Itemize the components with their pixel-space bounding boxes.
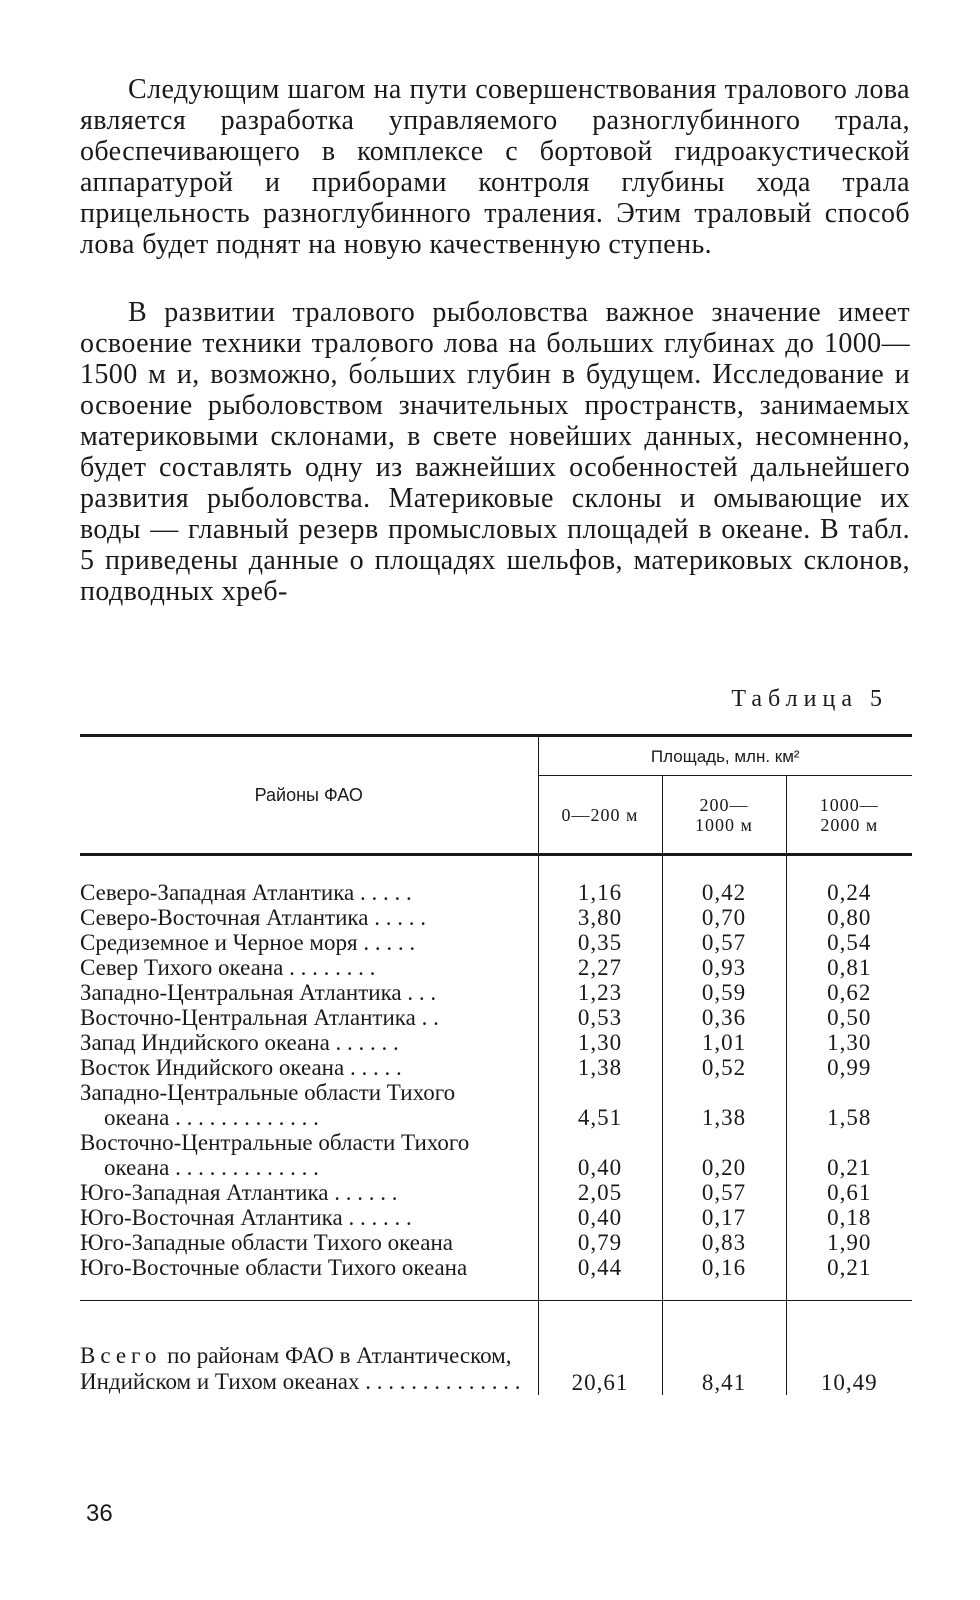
table-spacer <box>80 855 912 881</box>
value-200-1000: 0,20 <box>662 1130 786 1180</box>
region-name <box>80 1005 538 1030</box>
dot-leader: . . . . . . <box>328 1180 398 1205</box>
value-200-1000: 1,38 <box>662 1080 786 1130</box>
dot-leader: . . . . . . <box>329 1030 399 1055</box>
value-1000-2000: 0,54 <box>827 930 872 955</box>
region-cell <box>80 930 538 955</box>
region-cell <box>80 880 538 905</box>
dot-leader: . . . <box>401 980 437 1005</box>
value-0-200: 2,27 <box>577 955 623 980</box>
region-name <box>80 1080 538 1130</box>
region-name <box>80 1255 538 1280</box>
spacer-cell <box>662 1280 786 1301</box>
region-name-text: Восток Индийского океана <box>80 1055 345 1080</box>
header-depth-line: 200— <box>699 794 749 815</box>
dot-leader: . . . . . . . . <box>283 955 376 980</box>
value-200-1000: 0,70 <box>662 905 786 930</box>
value-200-1000: 0,83 <box>662 1230 786 1255</box>
region-cell <box>80 1005 538 1030</box>
dot-leader: . . . . . <box>354 880 412 905</box>
value-1000-2000: 0,24 <box>827 880 872 905</box>
region-name <box>80 1055 538 1080</box>
region-cell <box>80 1230 538 1255</box>
region-cell <box>80 1080 538 1130</box>
table-row <box>80 1005 912 1030</box>
header-depth-200-1000 <box>662 776 786 855</box>
header-depth-line: 2000 м <box>820 814 879 835</box>
value-0-200: 1,30 <box>577 1030 623 1055</box>
region-name-text: Север Тихого океана <box>80 955 284 980</box>
table-container <box>80 734 912 1395</box>
separator-cell <box>662 1301 786 1316</box>
value-1000-2000: 0,62 <box>827 980 872 1005</box>
table-row <box>80 930 912 955</box>
value-1000-2000: 0,21 <box>827 1155 872 1180</box>
region-name <box>80 930 538 955</box>
region-cell <box>80 905 538 930</box>
region-name <box>80 1205 538 1230</box>
value-0-200: 0,40 <box>577 1205 623 1230</box>
total-label-cell <box>80 1315 538 1395</box>
table-row <box>80 880 912 905</box>
spacer-cell <box>786 1280 912 1301</box>
value-0-200: 0,44 <box>577 1255 623 1280</box>
dot-leader: . . . . . <box>344 1055 402 1080</box>
table-body <box>80 855 912 1396</box>
separator-cell <box>80 1301 538 1316</box>
region-name-text: Средиземное и Черное моря <box>80 930 358 955</box>
total-200-1000: 8,41 <box>662 1315 786 1395</box>
header-depth-line: 0—200 м <box>561 804 639 825</box>
value-0-200: 0,53 <box>577 1005 623 1030</box>
total-label-text: по районам ФАО в Атлантическом, Индийском и Тихом океанах <box>80 1343 512 1394</box>
value-200-1000: 0,93 <box>662 955 786 980</box>
value-1000-2000: 1,30 <box>827 1030 872 1055</box>
region-cell <box>80 1180 538 1205</box>
region-name-text: Юго-Восточная Атлантика <box>80 1205 343 1230</box>
region-cell <box>80 955 538 980</box>
dot-leader: . . <box>415 1005 439 1030</box>
total-label-spaced: Всего <box>80 1343 162 1368</box>
value-200-1000: 1,01 <box>662 1030 786 1055</box>
table-row <box>80 1230 912 1255</box>
region-name-text: Западно-Центральные области Тихого <box>80 1080 456 1105</box>
value-200-1000: 0,17 <box>662 1205 786 1230</box>
table-row <box>80 1080 912 1130</box>
value-0-200: 2,05 <box>577 1180 623 1205</box>
region-cell <box>80 1130 538 1180</box>
value-1000-2000: 0,99 <box>827 1055 872 1080</box>
spacer-cell <box>80 1280 538 1301</box>
value-1000-2000: 0,21 <box>827 1255 872 1280</box>
header-depth-line: 1000 м <box>695 814 753 835</box>
value-0-200: 1,23 <box>577 980 623 1005</box>
region-name-continuation: океана . . . . . . . . . . . . . <box>104 1155 319 1180</box>
page-number: 36 <box>86 1500 113 1527</box>
spacer-cell <box>538 1280 662 1301</box>
region-name-text: Юго-Восточные области Тихого океана <box>80 1255 468 1280</box>
value-0-200: 0,40 <box>577 1155 623 1180</box>
fao-areas-table <box>80 734 912 1395</box>
value-0-200: 3,80 <box>577 905 623 930</box>
dot-leader: . . . . . . <box>342 1205 412 1230</box>
table-row <box>80 905 912 930</box>
region-cell <box>80 1255 538 1280</box>
separator-cell <box>538 1301 662 1316</box>
header-region: Районы ФАО <box>80 736 538 855</box>
table-spacer <box>80 1280 912 1301</box>
total-0-200: 20,61 <box>571 1370 629 1395</box>
value-0-200: 0,35 <box>577 930 623 955</box>
dot-leader: . . . . . . . . . . . . . . <box>359 1369 521 1394</box>
region-name-text: Северо-Восточная Атлантика <box>80 905 369 930</box>
table-row <box>80 1180 912 1205</box>
total-1000-2000: 10,49 <box>820 1370 878 1395</box>
header-depth-1000-2000 <box>786 776 912 855</box>
table-caption: Таблица 5 <box>731 686 888 712</box>
value-1000-2000: 0,50 <box>827 1005 872 1030</box>
paragraph-2: В развитии тралового рыболовства важное значение имеет освоение техники тралового лова на больших глубинах до 1000—1500 м и, возможно, бо́льших глубин в будущем. Исследование и освоение рыболовством значительных пространств, занимаемых материковыми склонами, в свете новейших данных, несомненно, будет составлять одну из важнейших особенностей дальнейшего развития рыболовства. Материковые склоны и омывающие их воды — главный резерв промысловых площадей в океане. В табл. 5 приведены данные о площадях шельфов, материковых склонов, подводных хреб- <box>80 297 910 607</box>
region-name-continuation: океана . . . . . . . . . . . . . <box>104 1105 319 1130</box>
header-depth-0-200 <box>538 776 662 855</box>
value-200-1000: 0,42 <box>662 880 786 905</box>
value-200-1000: 0,57 <box>662 930 786 955</box>
value-1000-2000: 0,61 <box>827 1180 872 1205</box>
region-name <box>80 955 538 980</box>
value-1000-2000: 1,90 <box>827 1230 872 1255</box>
region-name <box>80 1130 538 1180</box>
table-row <box>80 1030 912 1055</box>
value-200-1000: 0,52 <box>662 1055 786 1080</box>
table-row <box>80 1055 912 1080</box>
region-name-text: Северо-Западная Атлантика <box>80 880 355 905</box>
value-200-1000: 0,16 <box>662 1255 786 1280</box>
region-name-text: Юго-Западная Атлантика <box>80 1180 329 1205</box>
table-row <box>80 1130 912 1180</box>
paragraph-1: Следующим шагом на пути совершенствования тралового лова является разработка управляемого разноглубинного трала, обеспечивающего в комплексе с бортовой гидроакустической аппаратурой и приборами контроля глубины хода трала прицельность разноглубинного траления. Этим траловый способ лова будет поднят на новую качественную ступень. <box>80 74 910 260</box>
value-0-200: 0,79 <box>577 1230 623 1255</box>
total-separator <box>80 1301 912 1316</box>
value-200-1000: 0,59 <box>662 980 786 1005</box>
value-1000-2000: 0,81 <box>827 955 872 980</box>
total-row <box>80 1315 912 1395</box>
region-name-text: Западно-Центральная Атлантика <box>80 980 402 1005</box>
header-depth-line: 1000— <box>819 794 879 815</box>
value-200-1000: 0,57 <box>662 1180 786 1205</box>
region-name <box>80 1030 538 1055</box>
region-name-text: Юго-Западные области Тихого океана <box>80 1230 453 1255</box>
separator-cell <box>786 1301 912 1316</box>
table-row <box>80 980 912 1005</box>
table-row <box>80 1205 912 1230</box>
region-name <box>80 905 538 930</box>
value-1000-2000: 1,58 <box>827 1105 872 1130</box>
value-1000-2000: 0,18 <box>827 1205 872 1230</box>
table-row <box>80 955 912 980</box>
region-cell <box>80 1030 538 1055</box>
region-name <box>80 1230 538 1255</box>
region-cell <box>80 1055 538 1080</box>
header-area: Площадь, млн. км² <box>538 736 912 776</box>
region-name-text: Восточно-Центральные области Тихого <box>80 1130 470 1155</box>
value-0-200: 1,16 <box>577 880 623 905</box>
region-name-text: Запад Индийского океана <box>80 1030 330 1055</box>
dot-leader: . . . . . <box>357 930 416 955</box>
value-0-200: 1,38 <box>577 1055 623 1080</box>
region-name <box>80 880 538 905</box>
region-cell <box>80 980 538 1005</box>
region-cell <box>80 1205 538 1230</box>
region-name <box>80 980 538 1005</box>
value-0-200: 4,51 <box>577 1105 623 1130</box>
value-200-1000: 0,36 <box>662 1005 786 1030</box>
table-row <box>80 1255 912 1280</box>
region-name <box>80 1180 538 1205</box>
value-1000-2000: 0,80 <box>827 905 872 930</box>
region-name-text: Восточно-Центральная Атлантика <box>80 1005 416 1030</box>
dot-leader: . . . . . <box>368 905 426 930</box>
